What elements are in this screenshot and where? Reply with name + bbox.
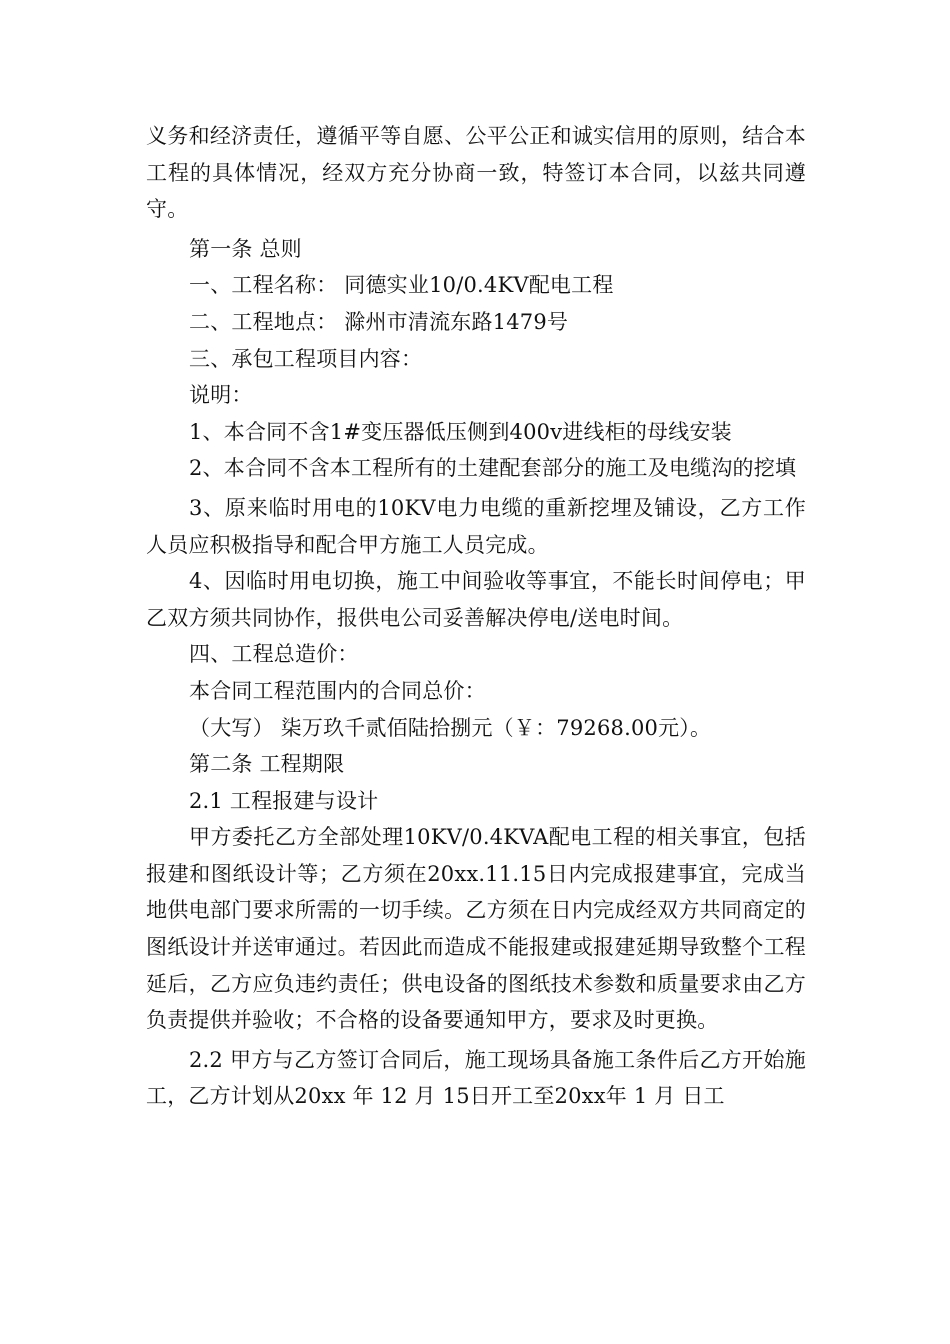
- paragraph-notes-heading: 说明：: [189, 383, 253, 408]
- paragraph-note-2: 2、本合同不含本工程所有的土建配套部分的施工及电缆沟的挖填: [189, 456, 797, 481]
- paragraph-section-2-2: 2.2 甲方与乙方签订合同后，施工现场具备施工条件后乙方开始施工，乙方计划从20xx 年 12 月 15日开工至20xx年 1 月 日工: [146, 1047, 806, 1109]
- paragraph-total-price-amount: （大写） 柒万玖千贰佰陆拾捌元（￥：79268.00元）。: [189, 715, 712, 740]
- paragraph-project-scope: 三、承包工程项目内容：: [189, 346, 423, 371]
- paragraph-note-1: 1、本合同不含1#变压器低压侧到400v进线柜的母线安装: [189, 419, 732, 444]
- heading-section-2-1: 2.1 工程报建与设计: [189, 788, 379, 813]
- paragraph-note-4: 4、因临时用电切换，施工中间验收等事宜，不能长时间停电；甲乙双方须共同协作，报供电公司妥善解决停电/送电时间。: [146, 569, 806, 630]
- paragraph-total-price-heading: 四、工程总造价：: [189, 642, 359, 667]
- heading-article-1: 第一条 总则: [189, 236, 302, 261]
- paragraph-section-2-1-body: 甲方委托乙方全部处理10KV/0.4KVA配电工程的相关事宜，包括报建和图纸设计等；乙方须在20xx.11.15日内完成报建事宜，完成当地供电部门要求所需的一切手续。乙方须在日内完成经双方共同商定的图纸设计并送审通过。若因此而造成不能报建或报建延期导致整个工程延后，乙方应负违约责任；供电设备的图纸技术参数和质量要求由乙方负责提供并验收；不合格的设备要通知甲方，要求及时更换。: [146, 825, 806, 1033]
- paragraph-total-price-label: 本合同工程范围内的合同总价：: [189, 678, 486, 703]
- paragraph-note-3: 3、原来临时用电的10KV电力电缆的重新挖埋及铺设，乙方工作人员应积极指导和配合甲方施工人员完成。: [146, 495, 806, 557]
- paragraph-project-location: 二、工程地点： 滁州市清流东路1479号: [189, 309, 569, 334]
- paragraph-project-name: 一、工程名称： 同德实业10/0.4KV配电工程: [189, 273, 614, 298]
- heading-article-2: 第二条 工程期限: [189, 752, 345, 777]
- paragraph-intro: 义务和经济责任，遵循平等自愿、公平公正和诚实信用的原则，结合本工程的具体情况，经双方充分协商一致，特签订本合同，以兹共同遵守。: [146, 124, 806, 222]
- document-page: [146, 118, 806, 1115]
